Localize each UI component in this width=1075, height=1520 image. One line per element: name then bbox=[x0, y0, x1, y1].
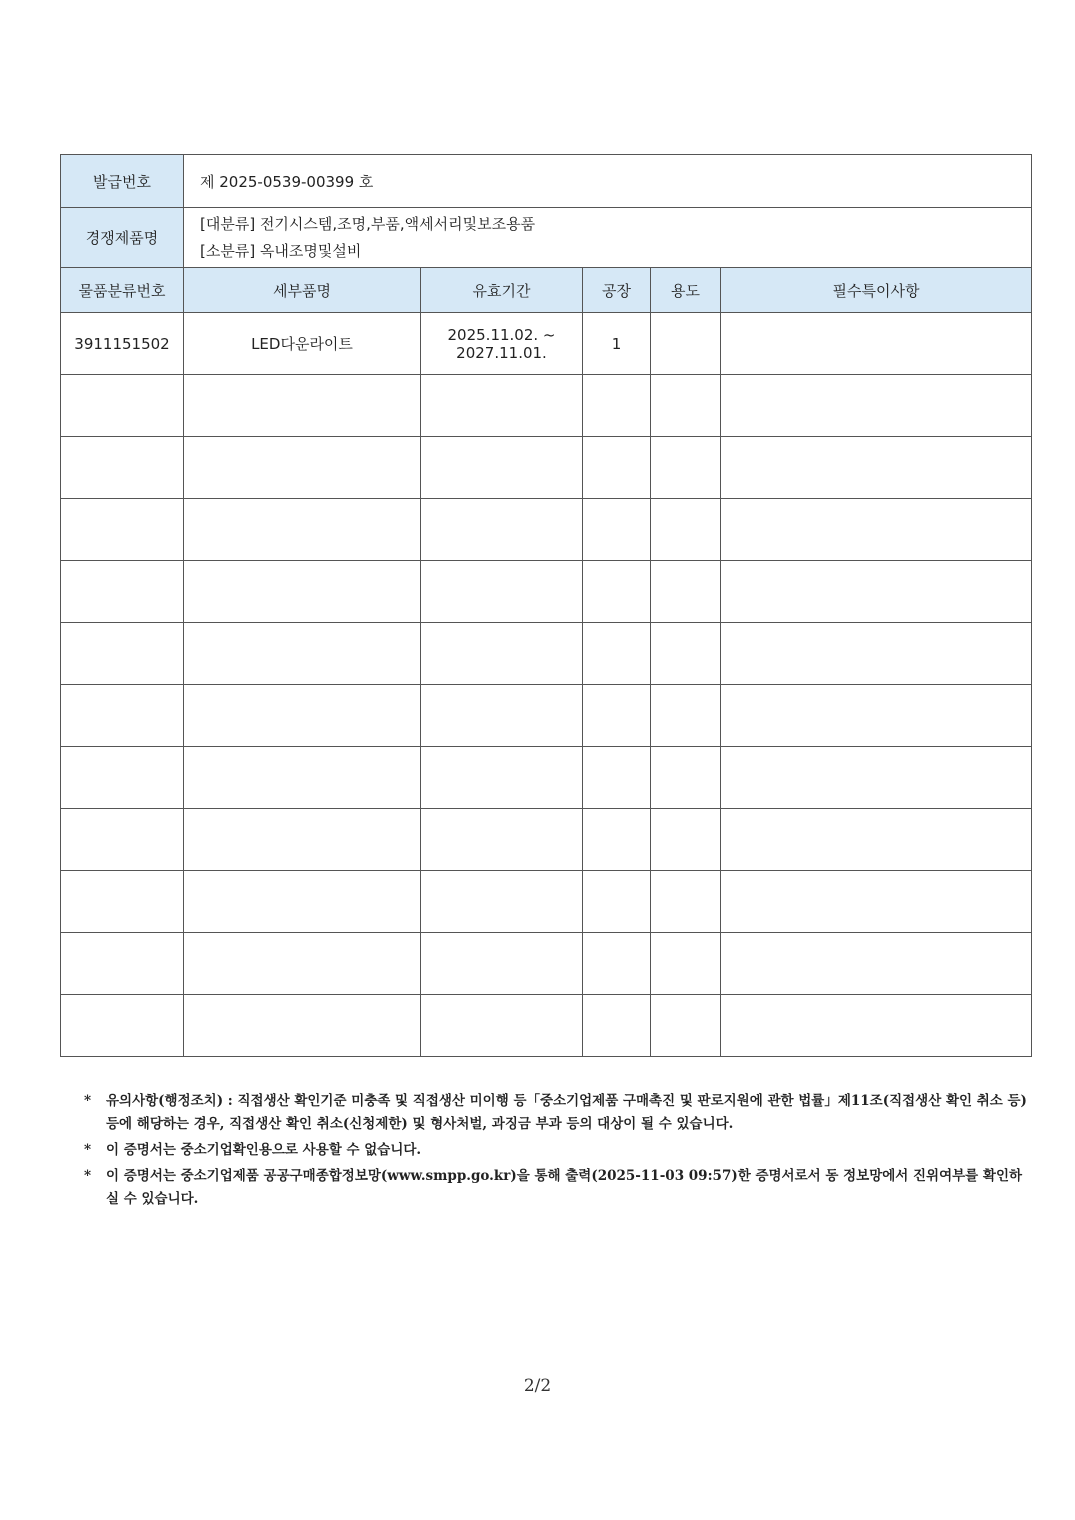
minor-category: [소분류] 옥내조명및설비 bbox=[200, 241, 362, 260]
empty-row bbox=[61, 933, 1032, 995]
validity-start: 2025.11.02. ~ bbox=[447, 325, 556, 344]
product-item-cell: LED다운라이트 bbox=[184, 313, 421, 375]
validity-end: 2027.11.01. bbox=[456, 343, 547, 362]
empty-row bbox=[61, 995, 1032, 1057]
notice-text: 유의사항(행정조치) : 직접생산 확인기준 미충족 및 직접생산 미이행 등「중소기업제품 구매촉진 및 판로지원에 관한 법률」제11조(직접생산 확인 취소 등) 등에 해당하는 경우, 직접생산 확인 취소(신청제한) 및 형사처벌, 과징금 부과 등의 대상이 될 수 있습니다. bbox=[106, 1093, 1027, 1132]
column-header-item: 세부품명 bbox=[184, 268, 421, 313]
major-category: [대분류] 전기시스템,조명,부품,액세서리및보조용품 bbox=[200, 214, 536, 233]
notice-item bbox=[84, 1165, 1034, 1211]
competition-product-value bbox=[184, 208, 1032, 268]
issue-number-value: 제 2025-0539-00399 호 bbox=[184, 155, 1032, 208]
notice-text: 이 증명서는 중소기업제품 공공구매종합정보망(www.smpp.go.kr)을 통해 출력(2025-11-03 09:57)한 증명서로서 동 정보망에서 진위여부를 확인하실 수 있습니다. bbox=[106, 1168, 1023, 1207]
empty-row bbox=[61, 685, 1032, 747]
product-code-cell: 3911151502 bbox=[61, 313, 184, 375]
competition-product-row bbox=[61, 208, 1032, 268]
column-header-notes: 필수특이사항 bbox=[721, 268, 1032, 313]
notice-bullet: * bbox=[84, 1168, 92, 1184]
factory-cell: 1 bbox=[583, 313, 651, 375]
notice-text: 이 증명서는 중소기업확인용으로 사용할 수 없습니다. bbox=[106, 1142, 422, 1158]
empty-row bbox=[61, 809, 1032, 871]
empty-row bbox=[61, 561, 1032, 623]
notices-section bbox=[84, 1090, 1034, 1214]
empty-row bbox=[61, 871, 1032, 933]
column-header-code: 물품분류번호 bbox=[61, 268, 184, 313]
empty-row bbox=[61, 375, 1032, 437]
competition-product-label: 경쟁제품명 bbox=[61, 208, 184, 268]
column-header-period: 유효기간 bbox=[421, 268, 583, 313]
notice-item bbox=[84, 1139, 1034, 1162]
empty-row bbox=[61, 437, 1032, 499]
notice-bullet: * bbox=[84, 1093, 92, 1109]
issue-number-label: 발급번호 bbox=[61, 155, 184, 208]
table-row bbox=[61, 313, 1032, 375]
notes-cell bbox=[721, 313, 1032, 375]
usage-cell bbox=[651, 313, 721, 375]
column-header-usage: 용도 bbox=[651, 268, 721, 313]
issue-number-row bbox=[61, 155, 1032, 208]
empty-row bbox=[61, 623, 1032, 685]
column-header-factory: 공장 bbox=[583, 268, 651, 313]
page-number: 2/2 bbox=[523, 1376, 552, 1396]
certificate-table bbox=[60, 154, 1032, 1057]
empty-row bbox=[61, 499, 1032, 561]
validity-period-cell bbox=[421, 313, 583, 375]
notice-bullet: * bbox=[84, 1142, 92, 1158]
column-header-row bbox=[61, 268, 1032, 313]
empty-row bbox=[61, 747, 1032, 809]
notice-item bbox=[84, 1090, 1034, 1136]
